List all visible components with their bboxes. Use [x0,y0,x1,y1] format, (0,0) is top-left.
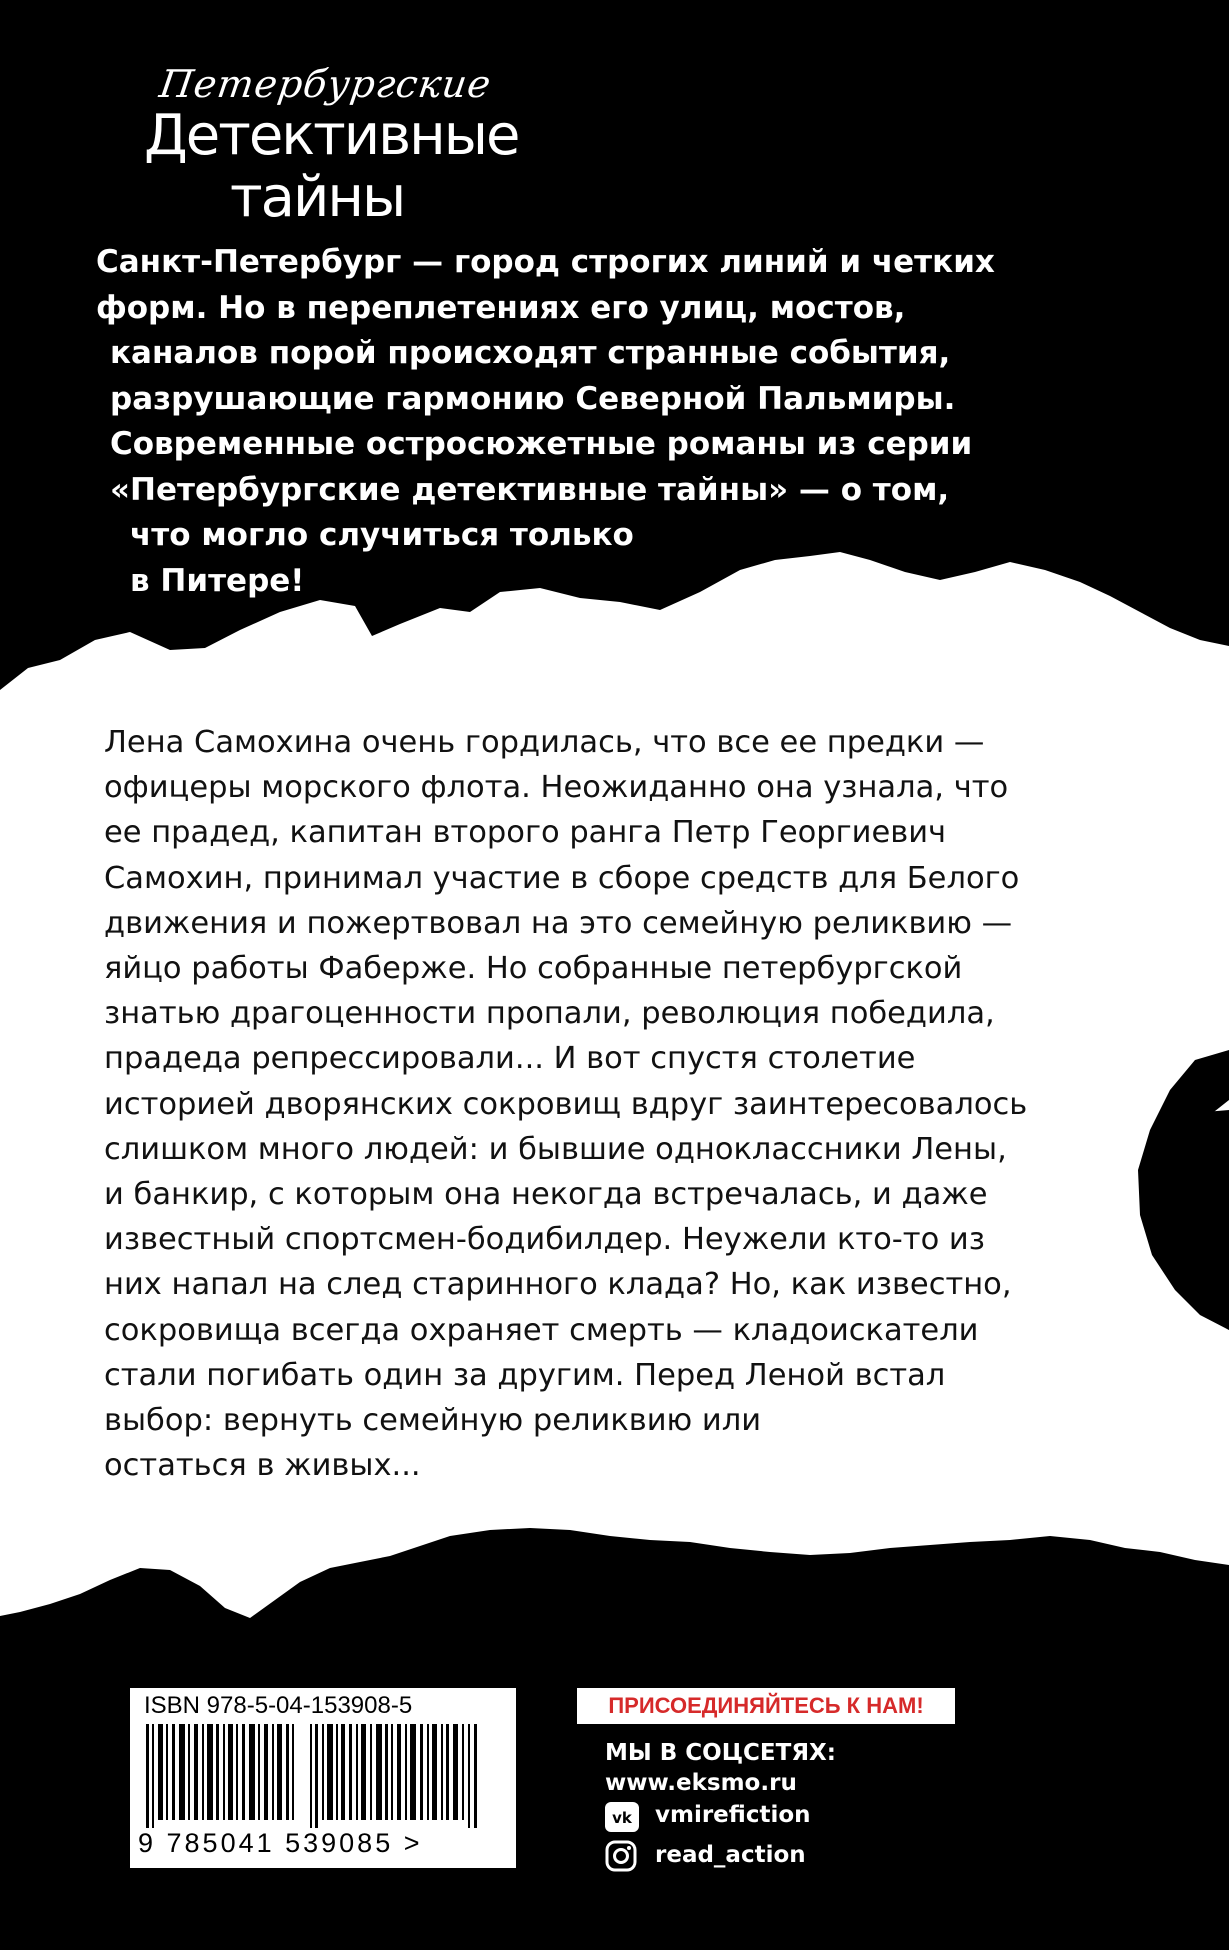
annotation-line: знатью драгоценности пропали, революция победила, [104,996,995,1032]
logo-line1: Детективные [144,103,519,168]
intro-line: разрушающие гармонию Северной Пальмиры. [110,380,956,417]
intro-line: Санкт-Петербург — город строгих линий и четких [96,244,995,280]
book-annotation [104,720,1104,1488]
intro-line: в Питере! [130,562,305,599]
annotation-line: остаться в живых... [104,1448,421,1484]
annotation-line: яйцо работы Фаберже. Но собранные петербургской [104,951,963,987]
join-banner: ПРИСОЕДИНЯЙТЕСЬ К НАМ! [577,1688,955,1724]
annotation-line: сокровища всегда охраняет смерть — кладоискатели [104,1312,979,1348]
annotation-line: слишком много людей: и бывшие одноклассники Лены, [104,1131,1007,1167]
intro-line: Современные остросюжетные романы из серии [110,426,973,462]
vk-icon [605,1802,639,1832]
logo-script-line: Петербургские [156,62,495,106]
series-intro [96,240,1056,604]
instagram-handle[interactable]: read_action [655,1842,806,1868]
annotation-line: офицеры морского флота. Неожиданно она узнала, что [104,770,1009,806]
instagram-icon [605,1840,637,1872]
isbn-label: ISBN 978-5-04-153908-5 [144,1692,413,1719]
intro-line: каналов порой происходят странные события, [110,335,951,371]
intro-line: что могло случиться только [130,517,634,553]
annotation-line: и банкир, с которым она некогда встречалась, и даже [104,1177,988,1213]
intro-line: форм. Но в переплетениях его улиц, мостов, [96,289,906,326]
annotation-line: историей дворянских сокровищ вдруг заинтересовалось [104,1086,1028,1122]
annotation-line: Самохин, принимал участие в сборе средств для Белого [104,860,1020,896]
annotation-line: прадеда репрессировали... И вот спустя столетие [104,1041,916,1077]
annotation-line: движения и пожертвовал на это семейную реликвию — [104,905,1013,941]
annotation-line: известный спортсмен-бодибилдер. Неужели кто-то из [104,1222,985,1258]
isbn-barcode-box [130,1688,516,1868]
intro-line: «Петербургские детективные тайны» — о том, [110,471,950,508]
annotation-line: стали погибать один за другим. Перед Леной встал [104,1357,946,1393]
annotation-line: ее прадед, капитан второго ранга Петр Георгиевич [104,815,947,851]
logo-line2: тайны [230,165,405,230]
barcode-icon [140,1724,506,1828]
annotation-line: выбор: вернуть семейную реликвию или [104,1403,762,1439]
website-link[interactable]: www.eksmo.ru [605,1770,797,1796]
social-heading: МЫ В СОЦСЕТЯХ: [605,1740,836,1766]
annotation-line: Лена Самохина очень гордилась, что все ее предки — [104,725,985,760]
annotation-line: них напал на след старинного клада? Но, как известно, [104,1267,1012,1303]
svg-text:vk: vk [612,1809,632,1827]
isbn-digits: 9 785041 539085 > [138,1828,423,1858]
vk-handle[interactable]: vmirefiction [655,1802,811,1828]
